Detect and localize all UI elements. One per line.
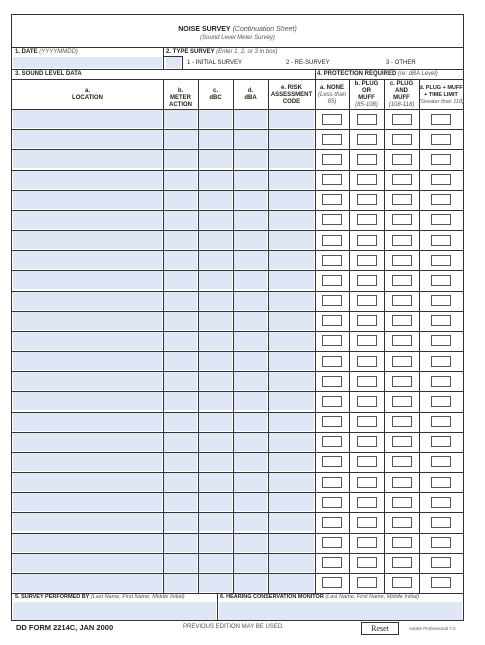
meter-action-field[interactable] bbox=[164, 211, 197, 229]
meter-action-field[interactable] bbox=[164, 271, 197, 289]
surveyor-field[interactable] bbox=[13, 602, 216, 620]
none-checkbox[interactable] bbox=[322, 517, 342, 528]
meter-action-field[interactable] bbox=[164, 231, 197, 249]
location-field[interactable] bbox=[13, 231, 162, 249]
dba-field[interactable] bbox=[234, 231, 267, 249]
plug-muff-time-checkbox[interactable] bbox=[431, 194, 451, 205]
plug-or-muff-checkbox[interactable] bbox=[357, 335, 377, 346]
dba-field[interactable] bbox=[234, 453, 267, 471]
dba-field[interactable] bbox=[234, 473, 267, 491]
dba-field[interactable] bbox=[234, 271, 267, 289]
location-field[interactable] bbox=[13, 191, 162, 209]
none-checkbox[interactable] bbox=[322, 477, 342, 488]
plug-or-muff-checkbox[interactable] bbox=[357, 295, 377, 306]
plug-or-muff-checkbox[interactable] bbox=[357, 235, 377, 246]
plug-muff-time-checkbox[interactable] bbox=[431, 456, 451, 467]
plug-and-muff-checkbox[interactable] bbox=[392, 577, 412, 588]
meter-action-field[interactable] bbox=[164, 413, 197, 431]
plug-and-muff-checkbox[interactable] bbox=[392, 154, 412, 165]
title-text: NOISE SURVEY bbox=[178, 26, 231, 33]
location-field[interactable] bbox=[13, 271, 162, 289]
dbc-field[interactable] bbox=[199, 231, 232, 249]
meter-action-field[interactable] bbox=[164, 110, 197, 128]
none-checkbox[interactable] bbox=[322, 174, 342, 185]
risk-code-field[interactable] bbox=[269, 271, 314, 289]
dba-field[interactable] bbox=[234, 513, 267, 531]
dbc-field[interactable] bbox=[199, 433, 232, 451]
risk-code-field[interactable] bbox=[269, 372, 314, 390]
risk-code-field[interactable] bbox=[269, 110, 314, 128]
none-checkbox[interactable] bbox=[322, 356, 342, 367]
meter-action-field[interactable] bbox=[164, 251, 197, 269]
plug-or-muff-checkbox[interactable] bbox=[357, 517, 377, 528]
none-checkbox[interactable] bbox=[322, 295, 342, 306]
dbc-field[interactable] bbox=[199, 372, 232, 390]
table-row bbox=[12, 512, 463, 532]
form-title bbox=[12, 25, 463, 34]
col-risk-header: e. RISK ASSESSMENT CODE bbox=[270, 85, 313, 105]
none-checkbox[interactable] bbox=[322, 436, 342, 447]
table-row bbox=[12, 533, 463, 553]
plug-and-muff-checkbox[interactable] bbox=[392, 214, 412, 225]
plug-muff-time-checkbox[interactable] bbox=[431, 235, 451, 246]
none-checkbox[interactable] bbox=[322, 194, 342, 205]
date-field[interactable] bbox=[13, 57, 162, 68]
plug-or-muff-checkbox[interactable] bbox=[357, 416, 377, 427]
table-row bbox=[12, 311, 463, 331]
none-checkbox[interactable] bbox=[322, 335, 342, 346]
location-field[interactable] bbox=[13, 332, 162, 350]
plug-and-muff-checkbox[interactable] bbox=[392, 194, 412, 205]
risk-code-field[interactable] bbox=[269, 292, 314, 310]
plug-and-muff-checkbox[interactable] bbox=[392, 275, 412, 286]
table-row bbox=[12, 452, 463, 472]
plug-and-muff-checkbox[interactable] bbox=[392, 497, 412, 508]
location-field[interactable] bbox=[13, 171, 162, 189]
risk-code-field[interactable] bbox=[269, 130, 314, 148]
risk-code-field[interactable] bbox=[269, 392, 314, 410]
location-field[interactable] bbox=[13, 453, 162, 471]
dbc-field[interactable] bbox=[199, 392, 232, 410]
location-field[interactable] bbox=[13, 352, 162, 370]
table-row bbox=[12, 109, 463, 129]
meter-action-field[interactable] bbox=[164, 150, 197, 168]
none-checkbox[interactable] bbox=[322, 416, 342, 427]
dbc-field[interactable] bbox=[199, 292, 232, 310]
location-field[interactable] bbox=[13, 413, 162, 431]
risk-code-field[interactable] bbox=[269, 433, 314, 451]
dbc-field[interactable] bbox=[199, 473, 232, 491]
table-row bbox=[12, 553, 463, 573]
plug-muff-time-checkbox[interactable] bbox=[431, 497, 451, 508]
dbc-field[interactable] bbox=[199, 352, 232, 370]
location-field[interactable] bbox=[13, 211, 162, 229]
location-field[interactable] bbox=[13, 150, 162, 168]
none-checkbox[interactable] bbox=[322, 255, 342, 266]
none-checkbox[interactable] bbox=[322, 497, 342, 508]
none-checkbox[interactable] bbox=[322, 275, 342, 286]
table-row bbox=[12, 230, 463, 250]
plug-muff-time-checkbox[interactable] bbox=[431, 537, 451, 548]
meter-action-field[interactable] bbox=[164, 473, 197, 491]
none-checkbox[interactable] bbox=[322, 235, 342, 246]
location-field[interactable] bbox=[13, 473, 162, 491]
plug-and-muff-checkbox[interactable] bbox=[392, 134, 412, 145]
location-field[interactable] bbox=[13, 130, 162, 148]
risk-code-field[interactable] bbox=[269, 513, 314, 531]
plug-or-muff-checkbox[interactable] bbox=[357, 114, 377, 125]
table-row bbox=[12, 170, 463, 190]
table-row bbox=[12, 492, 463, 512]
meter-action-field[interactable] bbox=[164, 574, 197, 592]
location-field[interactable] bbox=[13, 392, 162, 410]
type-survey-label: 2. TYPE SURVEY (Enter 1, 2, or 3 in box) bbox=[166, 49, 278, 55]
plug-or-muff-checkbox[interactable] bbox=[357, 477, 377, 488]
plug-and-muff-checkbox[interactable] bbox=[392, 295, 412, 306]
col-none-header: a. NONE (Less than 85) bbox=[317, 85, 347, 105]
risk-code-field[interactable] bbox=[269, 493, 314, 511]
plug-and-muff-checkbox[interactable] bbox=[392, 456, 412, 467]
plug-muff-time-checkbox[interactable] bbox=[431, 477, 451, 488]
dbc-field[interactable] bbox=[199, 312, 232, 330]
plug-muff-time-checkbox[interactable] bbox=[431, 275, 451, 286]
location-field[interactable] bbox=[13, 110, 162, 128]
plug-and-muff-checkbox[interactable] bbox=[392, 436, 412, 447]
dbc-field[interactable] bbox=[199, 191, 232, 209]
plug-and-muff-checkbox[interactable] bbox=[392, 235, 412, 246]
meter-action-field[interactable] bbox=[164, 352, 197, 370]
dba-field[interactable] bbox=[234, 150, 267, 168]
dba-field[interactable] bbox=[234, 433, 267, 451]
location-field[interactable] bbox=[13, 312, 162, 330]
dbc-field[interactable] bbox=[199, 534, 232, 552]
col-plug-muff-time-header: d. PLUG + MUFF + TIME LIMIT (Greater than 118) bbox=[419, 85, 464, 105]
dba-field[interactable] bbox=[234, 392, 267, 410]
dbc-field[interactable] bbox=[199, 554, 232, 572]
table-row bbox=[12, 190, 463, 210]
meter-action-field[interactable] bbox=[164, 191, 197, 209]
plug-or-muff-checkbox[interactable] bbox=[357, 396, 377, 407]
dba-field[interactable] bbox=[234, 312, 267, 330]
date-label: 1. DATE (YYYYMMDD) bbox=[15, 49, 78, 55]
monitor-label: 6. HEARING CONSERVATION MONITOR (Last Name, First Name, Middle Initial) bbox=[220, 594, 420, 600]
plug-muff-time-checkbox[interactable] bbox=[431, 376, 451, 387]
none-checkbox[interactable] bbox=[322, 134, 342, 145]
location-field[interactable] bbox=[13, 534, 162, 552]
meter-action-field[interactable] bbox=[164, 312, 197, 330]
table-row bbox=[12, 250, 463, 270]
risk-code-field[interactable] bbox=[269, 413, 314, 431]
type-option-other: 3 - OTHER bbox=[386, 60, 416, 66]
dba-field[interactable] bbox=[234, 332, 267, 350]
meter-action-field[interactable] bbox=[164, 171, 197, 189]
meter-action-field[interactable] bbox=[164, 372, 197, 390]
none-checkbox[interactable] bbox=[322, 315, 342, 326]
dbc-field[interactable] bbox=[199, 493, 232, 511]
dbc-field[interactable] bbox=[199, 130, 232, 148]
plug-and-muff-checkbox[interactable] bbox=[392, 356, 412, 367]
location-field[interactable] bbox=[13, 292, 162, 310]
meter-action-field[interactable] bbox=[164, 493, 197, 511]
table-row bbox=[12, 331, 463, 351]
none-checkbox[interactable] bbox=[322, 114, 342, 125]
meter-action-field[interactable] bbox=[164, 332, 197, 350]
plug-muff-time-checkbox[interactable] bbox=[431, 557, 451, 568]
dba-field[interactable] bbox=[234, 372, 267, 390]
meter-action-field[interactable] bbox=[164, 433, 197, 451]
col-dbc-header: c. dBC bbox=[209, 88, 222, 101]
location-field[interactable] bbox=[13, 372, 162, 390]
meter-action-field[interactable] bbox=[164, 534, 197, 552]
meter-action-field[interactable] bbox=[164, 392, 197, 410]
dba-field[interactable] bbox=[234, 191, 267, 209]
none-checkbox[interactable] bbox=[322, 154, 342, 165]
plug-muff-time-checkbox[interactable] bbox=[431, 356, 451, 367]
risk-code-field[interactable] bbox=[269, 554, 314, 572]
dbc-field[interactable] bbox=[199, 251, 232, 269]
plug-or-muff-checkbox[interactable] bbox=[357, 174, 377, 185]
type-survey-box[interactable] bbox=[166, 57, 181, 68]
location-field[interactable] bbox=[13, 493, 162, 511]
plug-and-muff-checkbox[interactable] bbox=[392, 335, 412, 346]
location-field[interactable] bbox=[13, 554, 162, 572]
reset-button[interactable]: Reset bbox=[361, 622, 399, 635]
plug-and-muff-checkbox[interactable] bbox=[392, 537, 412, 548]
table-row bbox=[12, 351, 463, 371]
table-row bbox=[12, 371, 463, 391]
risk-code-field[interactable] bbox=[269, 251, 314, 269]
col-meter-header: b. METER ACTION bbox=[169, 88, 192, 108]
dbc-field[interactable] bbox=[199, 513, 232, 531]
plug-muff-time-checkbox[interactable] bbox=[431, 214, 451, 225]
plug-or-muff-checkbox[interactable] bbox=[357, 356, 377, 367]
plug-or-muff-checkbox[interactable] bbox=[357, 497, 377, 508]
protection-label: 4. PROTECTION REQUIRED (re: dBA Level) bbox=[317, 71, 438, 77]
plug-muff-time-checkbox[interactable] bbox=[431, 436, 451, 447]
type-option-initial: 1 - INITIAL SURVEY bbox=[187, 60, 243, 66]
location-field[interactable] bbox=[13, 574, 162, 592]
location-field[interactable] bbox=[13, 433, 162, 451]
dbc-field[interactable] bbox=[199, 453, 232, 471]
type-option-resurvey: 2 - RE-SURVEY bbox=[286, 60, 330, 66]
dba-field[interactable] bbox=[234, 130, 267, 148]
meter-action-field[interactable] bbox=[164, 554, 197, 572]
plug-or-muff-checkbox[interactable] bbox=[357, 315, 377, 326]
plug-and-muff-checkbox[interactable] bbox=[392, 315, 412, 326]
dba-field[interactable] bbox=[234, 574, 267, 592]
col-dba-header: d. dBA bbox=[244, 88, 257, 101]
plug-or-muff-checkbox[interactable] bbox=[357, 134, 377, 145]
plug-or-muff-checkbox[interactable] bbox=[357, 154, 377, 165]
plug-and-muff-checkbox[interactable] bbox=[392, 477, 412, 488]
table-row bbox=[12, 291, 463, 311]
table-row bbox=[12, 129, 463, 149]
dba-field[interactable] bbox=[234, 413, 267, 431]
dba-field[interactable] bbox=[234, 171, 267, 189]
form-id: DD FORM 2214C, JAN 2000 bbox=[16, 623, 114, 632]
plug-muff-time-checkbox[interactable] bbox=[431, 114, 451, 125]
table-row bbox=[12, 270, 463, 290]
table-row bbox=[12, 412, 463, 432]
plug-or-muff-checkbox[interactable] bbox=[357, 255, 377, 266]
sound-level-table bbox=[12, 109, 463, 593]
risk-code-field[interactable] bbox=[269, 191, 314, 209]
plug-and-muff-checkbox[interactable] bbox=[392, 557, 412, 568]
meter-action-field[interactable] bbox=[164, 513, 197, 531]
plug-or-muff-checkbox[interactable] bbox=[357, 557, 377, 568]
none-checkbox[interactable] bbox=[322, 456, 342, 467]
plug-muff-time-checkbox[interactable] bbox=[431, 517, 451, 528]
noise-survey-form bbox=[11, 14, 464, 621]
none-checkbox[interactable] bbox=[322, 214, 342, 225]
plug-or-muff-checkbox[interactable] bbox=[357, 376, 377, 387]
plug-muff-time-checkbox[interactable] bbox=[431, 134, 451, 145]
dba-field[interactable] bbox=[234, 352, 267, 370]
dba-field[interactable] bbox=[234, 110, 267, 128]
software-note: Adobe Professional 7.0 bbox=[409, 626, 456, 631]
dba-field[interactable] bbox=[234, 251, 267, 269]
location-field[interactable] bbox=[13, 513, 162, 531]
risk-code-field[interactable] bbox=[269, 150, 314, 168]
risk-code-field[interactable] bbox=[269, 453, 314, 471]
plug-or-muff-checkbox[interactable] bbox=[357, 194, 377, 205]
plug-muff-time-checkbox[interactable] bbox=[431, 295, 451, 306]
dba-field[interactable] bbox=[234, 292, 267, 310]
surveyor-label: 5. SURVEY PERFORMED BY (Last Name, First Name, Middle Initial) bbox=[15, 594, 185, 600]
risk-code-field[interactable] bbox=[269, 312, 314, 330]
plug-or-muff-checkbox[interactable] bbox=[357, 456, 377, 467]
dbc-field[interactable] bbox=[199, 110, 232, 128]
plug-or-muff-checkbox[interactable] bbox=[357, 537, 377, 548]
plug-muff-time-checkbox[interactable] bbox=[431, 255, 451, 266]
dbc-field[interactable] bbox=[199, 150, 232, 168]
plug-or-muff-checkbox[interactable] bbox=[357, 436, 377, 447]
plug-and-muff-checkbox[interactable] bbox=[392, 396, 412, 407]
plug-and-muff-checkbox[interactable] bbox=[392, 174, 412, 185]
risk-code-field[interactable] bbox=[269, 473, 314, 491]
table-row bbox=[12, 472, 463, 492]
dba-field[interactable] bbox=[234, 554, 267, 572]
dbc-field[interactable] bbox=[199, 271, 232, 289]
plug-and-muff-checkbox[interactable] bbox=[392, 517, 412, 528]
sound-level-label: 3. SOUND LEVEL DATA bbox=[15, 71, 82, 77]
plug-or-muff-checkbox[interactable] bbox=[357, 214, 377, 225]
meter-action-field[interactable] bbox=[164, 453, 197, 471]
risk-code-field[interactable] bbox=[269, 332, 314, 350]
col-plug-and-muff-header: c. PLUG AND MUFF (108-118) bbox=[388, 81, 415, 108]
form-subtitle: (Sound Level Meter Survey) bbox=[200, 35, 275, 41]
plug-and-muff-checkbox[interactable] bbox=[392, 416, 412, 427]
none-checkbox[interactable] bbox=[322, 537, 342, 548]
plug-or-muff-checkbox[interactable] bbox=[357, 275, 377, 286]
risk-code-field[interactable] bbox=[269, 211, 314, 229]
plug-and-muff-checkbox[interactable] bbox=[392, 376, 412, 387]
risk-code-field[interactable] bbox=[269, 171, 314, 189]
meter-action-field[interactable] bbox=[164, 130, 197, 148]
plug-muff-time-checkbox[interactable] bbox=[431, 335, 451, 346]
plug-muff-time-checkbox[interactable] bbox=[431, 174, 451, 185]
dba-field[interactable] bbox=[234, 211, 267, 229]
plug-muff-time-checkbox[interactable] bbox=[431, 154, 451, 165]
risk-code-field[interactable] bbox=[269, 352, 314, 370]
table-row bbox=[12, 573, 463, 593]
plug-muff-time-checkbox[interactable] bbox=[431, 396, 451, 407]
dbc-field[interactable] bbox=[199, 332, 232, 350]
plug-and-muff-checkbox[interactable] bbox=[392, 114, 412, 125]
none-checkbox[interactable] bbox=[322, 396, 342, 407]
plug-and-muff-checkbox[interactable] bbox=[392, 255, 412, 266]
plug-muff-time-checkbox[interactable] bbox=[431, 315, 451, 326]
meter-action-field[interactable] bbox=[164, 292, 197, 310]
table-row bbox=[12, 210, 463, 230]
col-location-header: a. LOCATION bbox=[72, 88, 103, 101]
monitor-field[interactable] bbox=[219, 602, 462, 620]
dbc-field[interactable] bbox=[199, 413, 232, 431]
location-field[interactable] bbox=[13, 251, 162, 269]
col-plug-or-muff-header: b. PLUG OR MUFF (85-108) bbox=[354, 81, 379, 108]
table-row bbox=[12, 149, 463, 169]
risk-code-field[interactable] bbox=[269, 231, 314, 249]
none-checkbox[interactable] bbox=[322, 557, 342, 568]
none-checkbox[interactable] bbox=[322, 577, 342, 588]
plug-muff-time-checkbox[interactable] bbox=[431, 416, 451, 427]
risk-code-field[interactable] bbox=[269, 534, 314, 552]
dbc-field[interactable] bbox=[199, 211, 232, 229]
none-checkbox[interactable] bbox=[322, 376, 342, 387]
title-note: (Continuation Sheet) bbox=[232, 26, 297, 33]
plug-or-muff-checkbox[interactable] bbox=[357, 577, 377, 588]
table-row bbox=[12, 432, 463, 452]
risk-code-field[interactable] bbox=[269, 574, 314, 592]
dbc-field[interactable] bbox=[199, 574, 232, 592]
dba-field[interactable] bbox=[234, 534, 267, 552]
dba-field[interactable] bbox=[234, 493, 267, 511]
edition-note: PREVIOUS EDITION MAY BE USED. bbox=[183, 624, 284, 630]
plug-muff-time-checkbox[interactable] bbox=[431, 577, 451, 588]
dbc-field[interactable] bbox=[199, 171, 232, 189]
table-row bbox=[12, 391, 463, 411]
